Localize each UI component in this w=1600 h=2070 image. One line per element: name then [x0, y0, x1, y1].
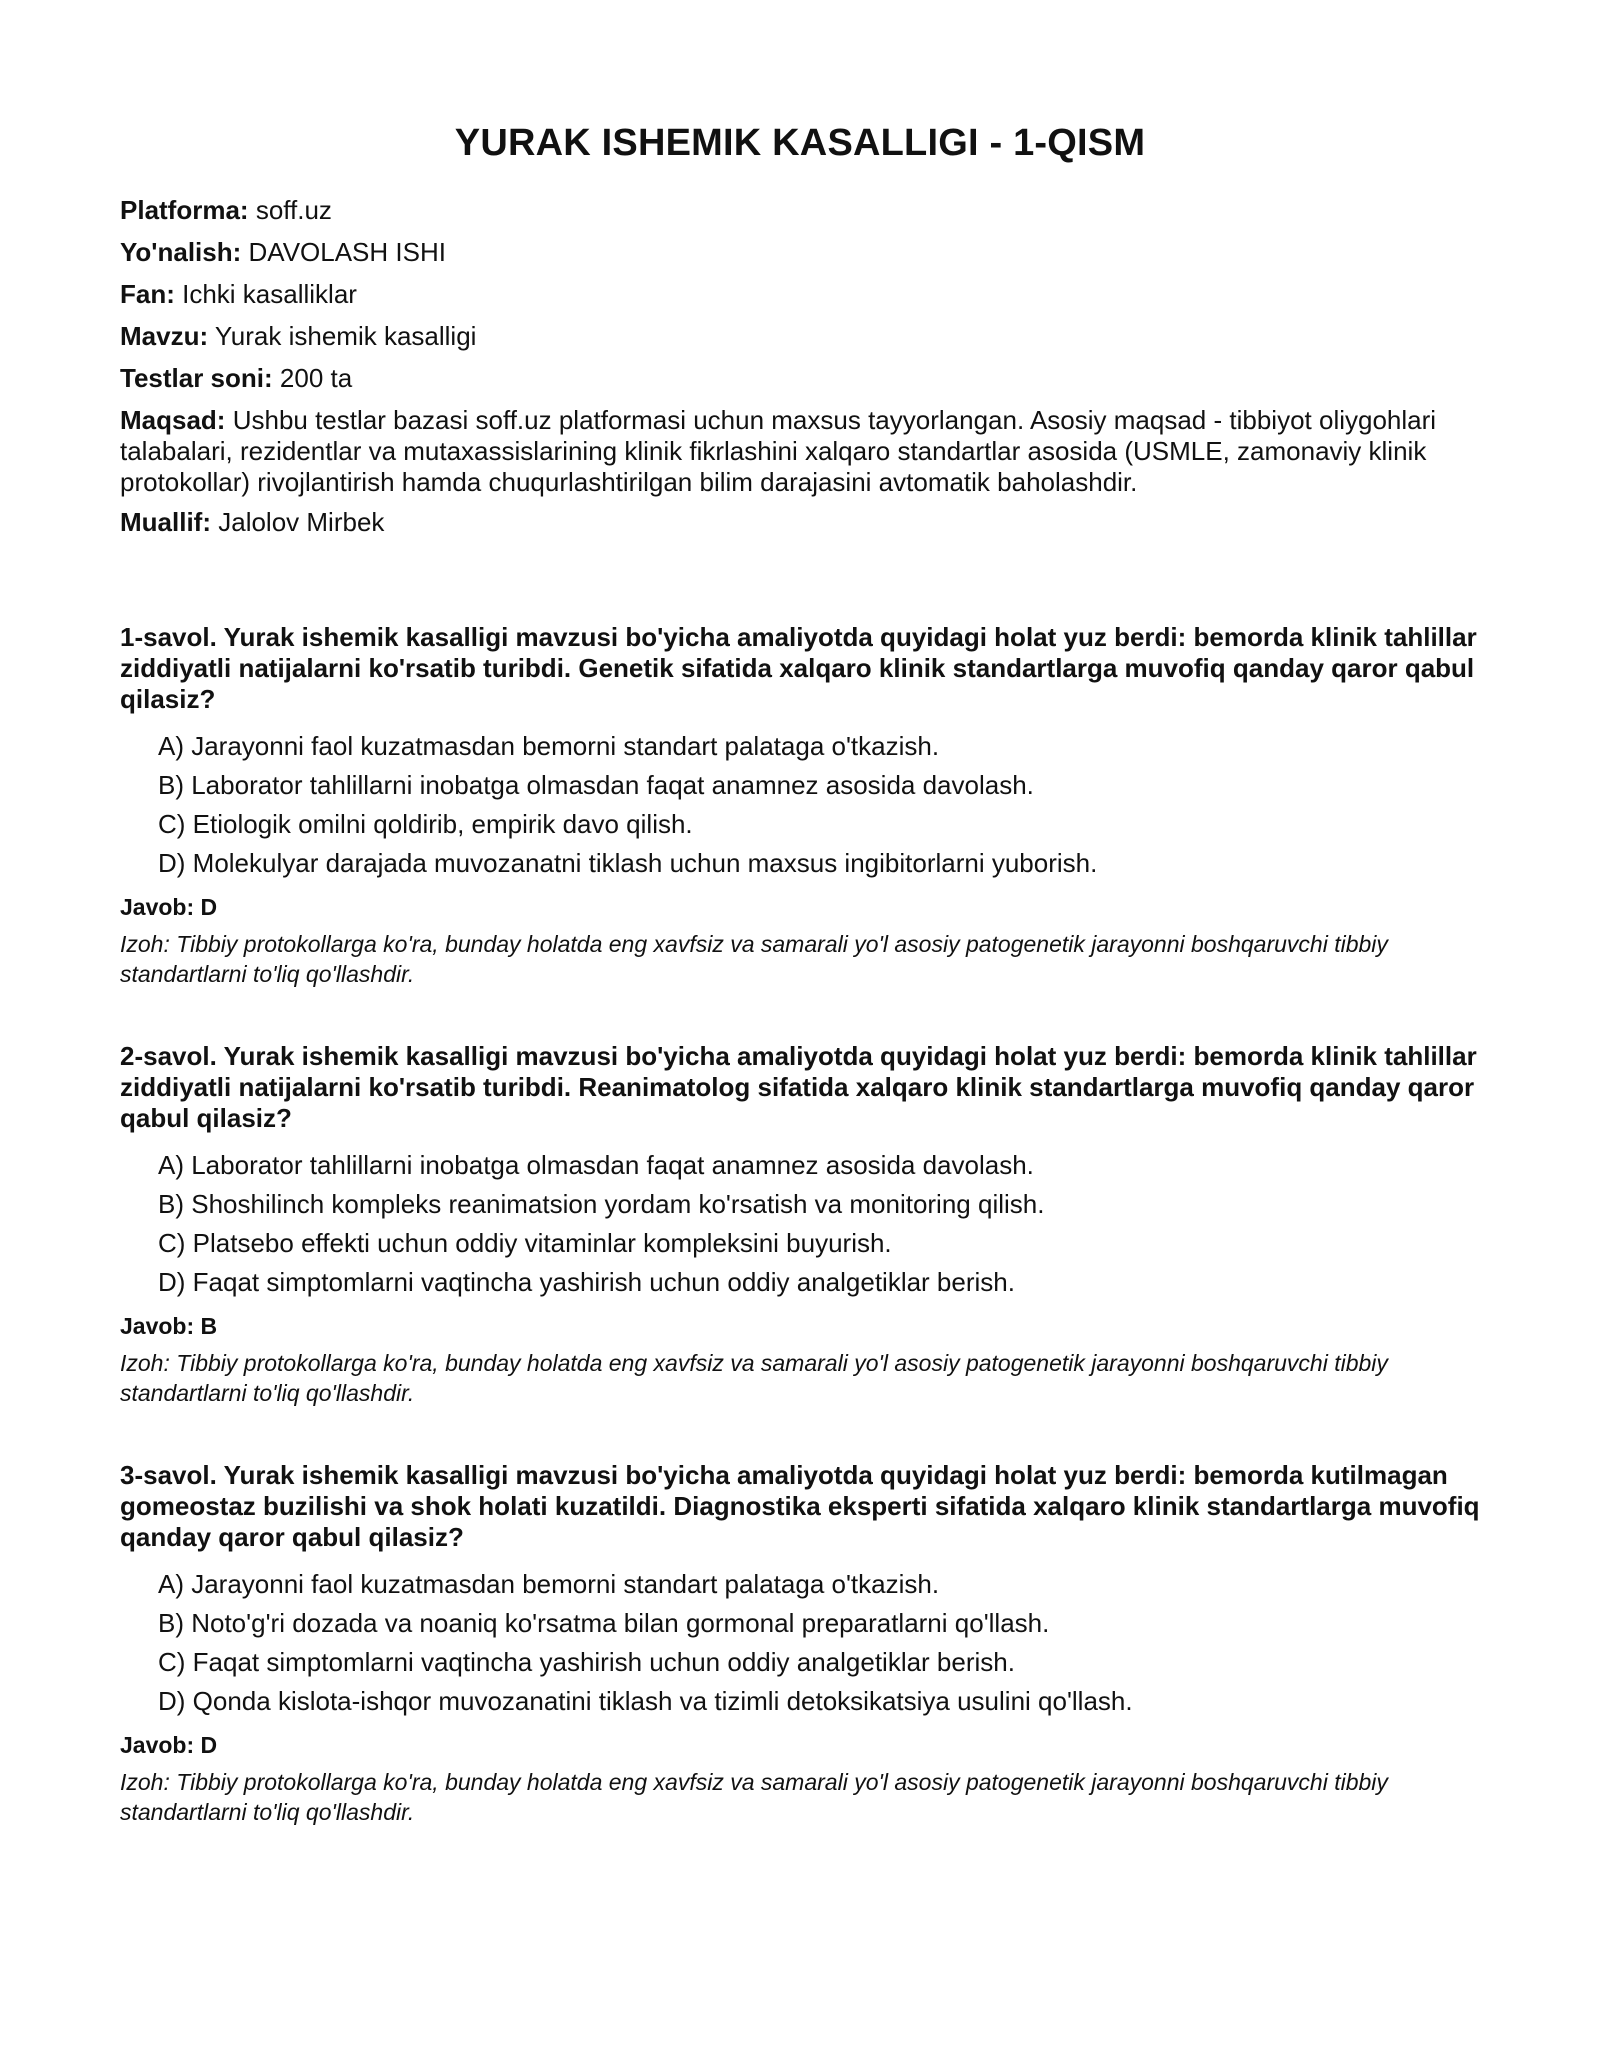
meta-label: Mavzu: — [120, 321, 209, 351]
option-b: B) Laborator tahlillarni inobatga olmasdan faqat anamnez asosida davolash. — [158, 770, 1034, 800]
document-title: YURAK ISHEMIK KASALLIGI - 1-QISM — [454, 122, 1146, 164]
meta-author — [120, 507, 1480, 538]
option-a: A) Jarayonni faol kuzatmasdan bemorni standart palataga o'tkazish. — [158, 731, 940, 761]
meta-direction — [120, 237, 1480, 268]
answer-options — [120, 1150, 1480, 1298]
option-d: D) Molekulyar darajada muvozanatni tiklash uchun maxsus ingibitorlarni yuborish. — [158, 848, 1098, 878]
question-block — [120, 622, 1480, 989]
meta-value: Ushbu testlar bazasi soff.uz platformasi uchun maxsus tayyorlangan. Asosiy maqsad - tibbiyot oliygohlari talabalari, rezidentlar va mutaxassislarining klinik fikrlashini xalqaro standartlar asosida (USMLE, zamonaviy klinik protokollar) rivojlantirish hamda chuqurlashtirilgan bilim darajasini avtomatik baholashdir. — [120, 405, 1437, 497]
answer-options — [120, 1569, 1480, 1717]
meta-label: Testlar soni: — [120, 363, 273, 393]
meta-label: Muallif: — [120, 507, 211, 537]
meta-platform — [120, 195, 1480, 226]
correct-answer: Javob: D — [120, 1732, 218, 1758]
questions-list — [120, 622, 1480, 1827]
option-d: D) Qonda kislota-ishqor muvozanatini tiklash va tizimli detoksikatsiya usulini qo'llash. — [158, 1686, 1133, 1716]
meta-label: Fan: — [120, 279, 175, 309]
correct-answer: Javob: B — [120, 1313, 218, 1339]
option-a: A) Jarayonni faol kuzatmasdan bemorni standart palataga o'tkazish. — [158, 1569, 940, 1599]
option-d: D) Faqat simptomlarni vaqtincha yashirish uchun oddiy analgetiklar berish. — [158, 1267, 1015, 1297]
option-b: B) Shoshilinch kompleks reanimatsion yordam ko'rsatish va monitoring qilish. — [158, 1189, 1045, 1219]
question-block — [120, 1460, 1480, 1827]
meta-label: Maqsad: — [120, 405, 226, 435]
question-text: 1-savol. Yurak ishemik kasalligi mavzusi bo'yicha amaliyotda quyidagi holat yuz berdi: bemorda klinik tahlillar ziddiyatli natijalarni ko'rsatib turibdi. Genetik sifatida xalqaro klinik standartlarga muvofiq qanday qaror qabul qilasiz? — [120, 622, 1477, 714]
meta-label: Platforma: — [120, 195, 249, 225]
meta-label: Yo'nalish: — [120, 237, 242, 267]
meta-value: 200 ta — [279, 363, 353, 393]
option-a: A) Laborator tahlillarni inobatga olmasdan faqat anamnez asosida davolash. — [158, 1150, 1034, 1180]
answer-options — [120, 731, 1480, 879]
meta-value: soff.uz — [255, 195, 332, 225]
explanation-note: Izoh: Tibbiy protokollarga ko'ra, bunday holatda eng xavfsiz va samarali yo'l asosiy patogenetik jarayonni boshqaruvchi tibbiy standartlarni to'liq qo'llashdir. — [120, 1350, 1388, 1406]
meta-value: DAVOLASH ISHI — [248, 237, 446, 267]
option-c: C) Etiologik omilni qoldirib, empirik davo qilish. — [158, 809, 693, 839]
document-page — [120, 120, 1480, 1879]
meta-test-count — [120, 363, 1480, 394]
option-b: B) Noto'g'ri dozada va noaniq ko'rsatma bilan gormonal preparatlarni qo'llash. — [158, 1608, 1050, 1638]
question-text: 3-savol. Yurak ishemik kasalligi mavzusi bo'yicha amaliyotda quyidagi holat yuz berdi: bemorda kutilmagan gomeostaz buzilishi va shok holati kuzatildi. Diagnostika eksperti sifatida xalqaro klinik standartlarga muvofiq qanday qaror qabul qilasiz? — [120, 1460, 1480, 1552]
explanation-note: Izoh: Tibbiy protokollarga ko'ra, bunday holatda eng xavfsiz va samarali yo'l asosiy patogenetik jarayonni boshqaruvchi tibbiy standartlarni to'liq qo'llashdir. — [120, 1769, 1388, 1825]
meta-value: Yurak ishemik kasalligi — [214, 321, 477, 351]
meta-subject — [120, 279, 1480, 310]
option-c: C) Platsebo effekti uchun oddiy vitaminlar kompleksini buyurish. — [158, 1228, 892, 1258]
question-block — [120, 1041, 1480, 1408]
explanation-note: Izoh: Tibbiy protokollarga ko'ra, bunday holatda eng xavfsiz va samarali yo'l asosiy patogenetik jarayonni boshqaruvchi tibbiy standartlarni to'liq qo'llashdir. — [120, 931, 1388, 987]
meta-value: Ichki kasalliklar — [182, 279, 357, 309]
question-text: 2-savol. Yurak ishemik kasalligi mavzusi bo'yicha amaliyotda quyidagi holat yuz berdi: bemorda klinik tahlillar ziddiyatli natijalarni ko'rsatib turibdi. Reanimatolog sifatida xalqaro klinik standartlarga muvofiq qanday qaror qabul qilasiz? — [120, 1041, 1477, 1133]
option-c: C) Faqat simptomlarni vaqtincha yashirish uchun oddiy analgetiklar berish. — [158, 1647, 1015, 1677]
meta-topic — [120, 321, 1480, 352]
meta-value: Jalolov Mirbek — [218, 507, 385, 537]
correct-answer: Javob: D — [120, 894, 218, 920]
meta-goal — [120, 405, 1480, 498]
metadata-section — [120, 195, 1480, 538]
